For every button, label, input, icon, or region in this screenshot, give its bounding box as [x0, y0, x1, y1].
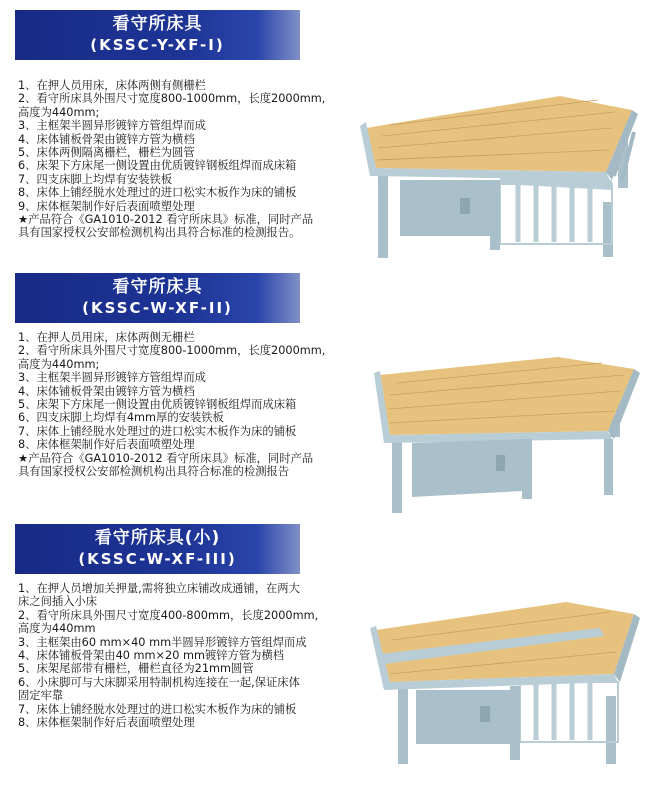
spec-item: 6、四支床脚上均焊有4mm厚的安装铁板 — [18, 411, 224, 425]
product-title: 看守所床具 — [112, 14, 203, 34]
product-section-2 — [0, 265, 650, 520]
spec-item: 8、床体框架制作好后表面喷塑处理 — [18, 716, 195, 730]
spec-item: 1、在押人员用床，床体两侧有侧栅栏 — [18, 79, 206, 92]
product-model: (KSSC-W-XF-II) — [82, 299, 233, 317]
spec-list — [18, 331, 325, 478]
spec-item: 高度为440mm; — [18, 105, 100, 119]
spec-item: 高度为440mm — [18, 622, 96, 636]
spec-item: 1、在押人员增加关押量,需将独立床铺改成通铺，在两大 — [18, 582, 300, 595]
spec-item: 8、床体框架制作好后表面喷塑处理 — [18, 438, 195, 452]
spec-item: 5、床架尾部带有栅栏，栅栏直径为21mm圆管 — [18, 662, 254, 676]
spec-item: 7、床体上铺经脱水处理过的进口松实木板作为床的铺板 — [18, 424, 297, 438]
spec-list — [18, 582, 318, 729]
spec-item: 1、在押人员用床，床体两侧无栅栏 — [18, 331, 195, 344]
spec-item: 5、床架下方床尾一侧设置由优质镀锌钢板组焊而成床箱 — [18, 398, 297, 412]
product-title: 看守所床具(小) — [94, 528, 221, 548]
bed-image-3 — [370, 578, 645, 768]
spec-item: 5、床体两侧隔离栅栏，栅栏为圆管 — [18, 146, 195, 160]
spec-item: ★产品符合《GA1010-2012 看守所床具》标准，同时产品 — [18, 213, 314, 227]
spec-item: 2、看守所床具外围尺寸宽度800-1000mm，长度2000mm, — [18, 344, 326, 358]
spec-item: 高度为440mm; — [18, 357, 100, 371]
spec-item: 3、主框架由60 mm×40 mm半圆异形镀锌方管组焊而成 — [18, 635, 307, 649]
bed-image-2 — [372, 335, 642, 515]
spec-item: 2、看守所床具外围尺寸宽度400-800mm，长度2000mm, — [18, 608, 319, 622]
spec-item: ★产品符合《GA1010-2012 看守所床具》标准，同时产品 — [18, 451, 314, 465]
spec-item: 6、小床脚可与大床脚采用特制机构连接在一起,保证床体 — [18, 675, 300, 689]
spec-item: 床之间插入小床 — [18, 595, 98, 609]
spec-item: 2、看守所床具外围尺寸宽度800-1000mm，长度2000mm, — [18, 92, 326, 106]
spec-item: 固定牢靠 — [18, 689, 64, 703]
title-banner — [15, 10, 300, 60]
spec-item: 4、床体铺板骨架由镀锌方管为横档 — [18, 132, 195, 146]
spec-item: 8、床体上铺经脱水处理过的进口松实木板作为床的铺板 — [18, 186, 297, 200]
spec-item: 4、床体铺板骨架由镀锌方管为横档 — [18, 384, 195, 398]
product-section-1 — [0, 0, 650, 260]
spec-item: 4、床体铺板骨架由40 mm×20 mm镀锌方管为横档 — [18, 649, 285, 663]
title-banner — [15, 524, 300, 574]
spec-item: 3、主框架半圆异形镀锌方管组焊而成 — [18, 119, 206, 133]
product-section-3 — [0, 520, 650, 785]
product-model: (KSSC-Y-XF-I) — [90, 36, 225, 54]
bed-image-1 — [360, 70, 640, 260]
spec-item: 3、主框架半圆异形镀锌方管组焊而成 — [18, 371, 206, 385]
spec-item: 具有国家授权公安部检测机构出具符合标准的检测报告 — [18, 465, 290, 479]
spec-item: 具有国家授权公安部检测机构出具符合标准的检测报告。 — [18, 226, 301, 240]
title-banner — [15, 273, 300, 323]
product-title: 看守所床具 — [112, 277, 203, 297]
spec-list — [18, 79, 325, 240]
product-model: (KSSC-W-XF-III) — [78, 550, 237, 568]
spec-item: 9、床体框架制作好后表面喷塑处理 — [18, 199, 195, 213]
spec-item: 7、四支床脚上均焊有安装铁板 — [18, 172, 173, 186]
spec-item: 6、床架下方床尾一侧设置由优质镀锌钢板组焊而成床箱 — [18, 159, 297, 173]
spec-item: 7、床体上铺经脱水处理过的进口松实木板作为床的铺板 — [18, 702, 297, 716]
